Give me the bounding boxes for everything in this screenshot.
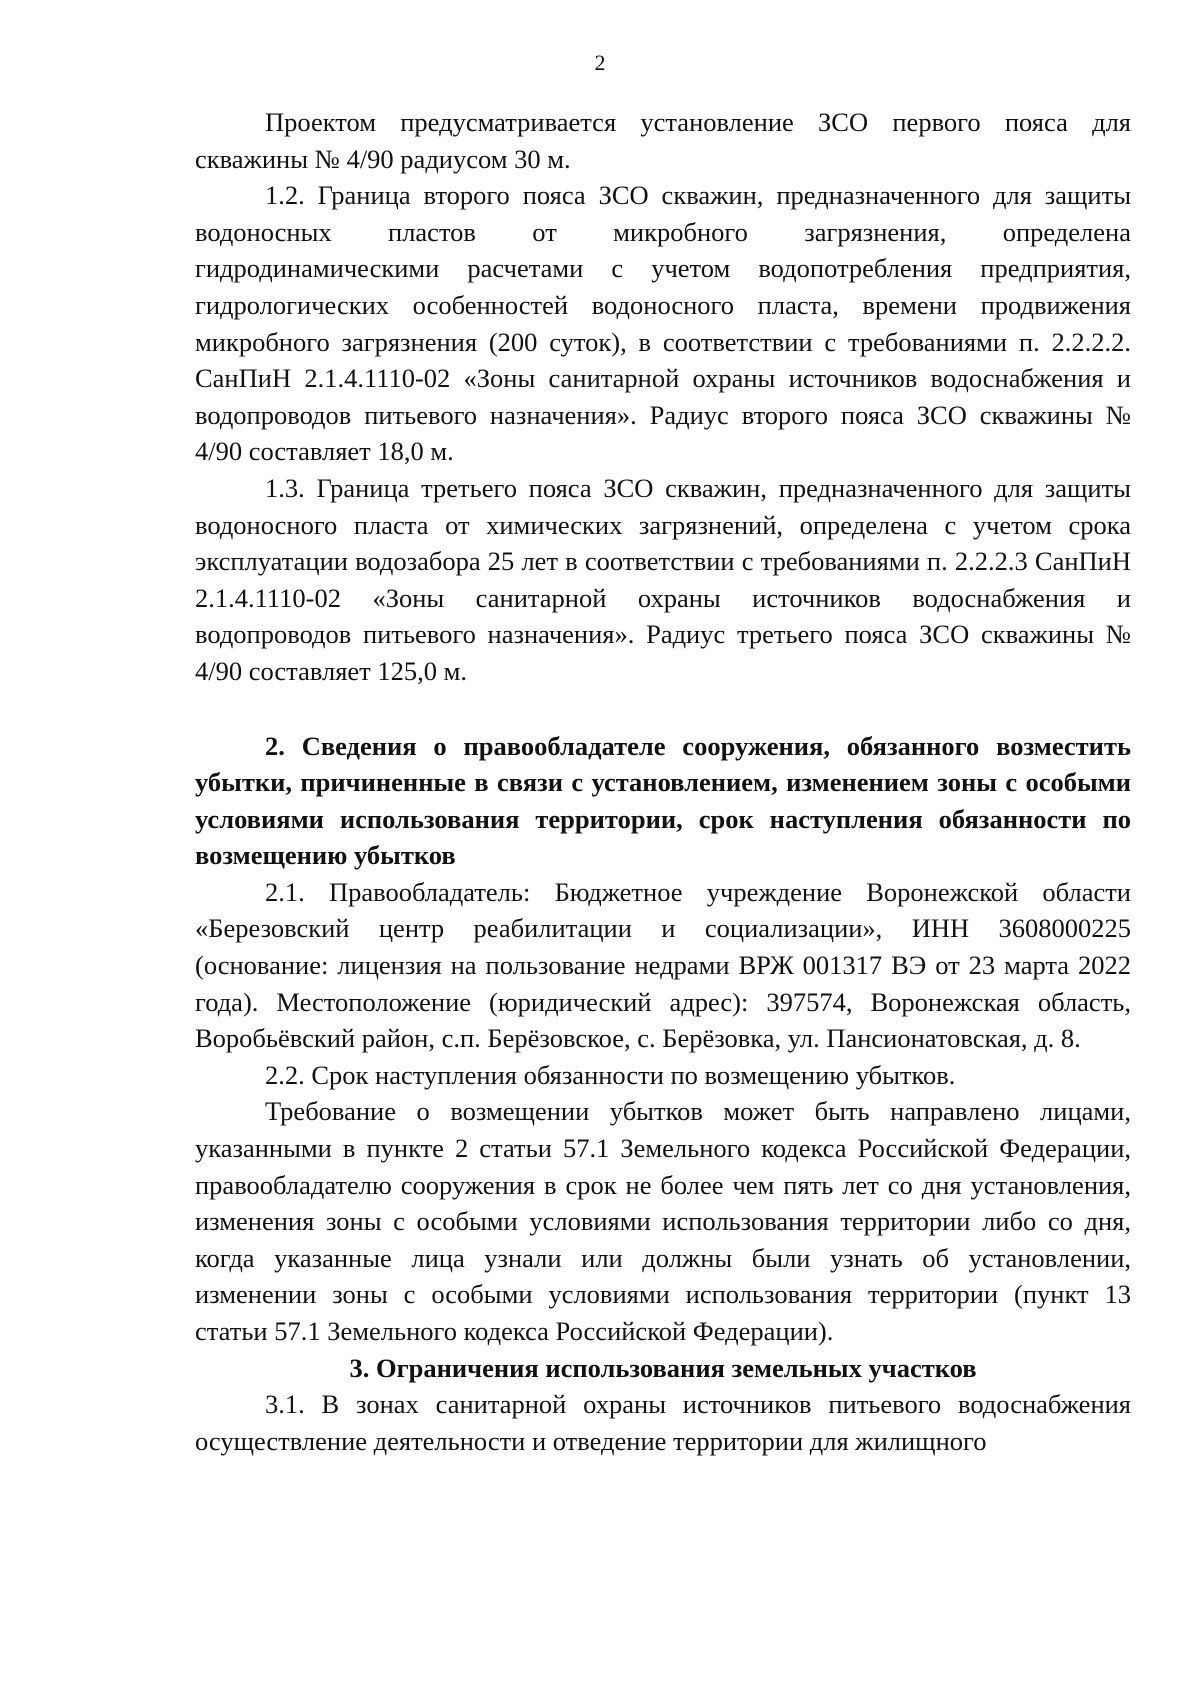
section-heading-2: 2. Сведения о правообладателе сооружения, обязанного возместить убытки, причиненные в связи с установлением, изменением зоны с особыми условиями использования территории, срок наступления обязанности по возмещению убытков [195,730,1131,871]
paragraph-2-2-deadline: 2.2. Срок наступления обязанности по возмещению убытков. [265,1059,956,1090]
paragraph-2-1-rights-holder: 2.1. Правообладатель: Бюджетное учреждение Воронежской области «Березовский центр реабилитации и социализации», ИНН 3608000225 (основание: лицензия на пользование недрами ВРЖ 001317 ВЭ от 23 марта 2022 года). Местоположение (юридический адрес): 397574, Воронежская область, Воробьёвский район, с.п. Берёзовское, с. Берёзовка, ул. Пансионатовская, д. 8. [195,876,1131,1054]
section-heading-3: 3. Ограничения использования земельных участков [349,1352,977,1383]
paragraph-2-2-text: Требование о возмещении убытков может быть направлено лицами, указанными в пункте 2 статьи 57.1 Земельного кодекса Российской Федерации, правообладателю сооружения в срок не более чем пять лет со дня установления, изменения зоны с особыми условиями использования территории либо со дня, когда указанные лица узнали или должны были узнать об установлении, изменении зоны с особыми условиями использования территории (пункт 13 статьи 57.1 Земельного кодекса Российской Федерации). [195,1096,1131,1346]
paragraph-1-2-second-belt: 1.2. Граница второго пояса ЗСО скважин, предназначенного для защиты водоносных пластов от микробного загрязнения, определена гидродинамическими расчетами с учетом водопотребления предприятия, гидрологических особенностей водоносного пласта, времени продвижения микробного загрязнения (200 суток), в соответствии с требованиями п. 2.2.2.2. СанПиН 2.1.4.1110-02 «Зоны санитарной охраны источников водоснабжения и водопроводов питьевого назначения». Радиус второго пояса ЗСО скважины № 4/90 составляет 18,0 м. [195,180,1131,467]
paragraph-1-3-third-belt: 1.3. Граница третьего пояса ЗСО скважин, предназначенного для защиты водоносного пласта от химических загрязнений, определена с учетом срока эксплуатации водозабора 25 лет в соответствии с требованиями п. 2.2.2.3 СанПиН 2.1.4.1110-02 «Зоны санитарной охраны источников водоснабжения и водопроводов питьевого назначения». Радиус третьего пояса ЗСО скважины № 4/90 составляет 125,0 м. [195,472,1131,686]
paragraph-first-belt-radius: Проектом предусматривается установление ЗСО первого пояса для скважины № 4/90 радиусом 30 м. [195,107,1131,174]
document-body [195,104,1131,1459]
page-number: 2 [594,50,606,75]
paragraph-3-1-restrictions: 3.1. В зонах санитарной охраны источников питьевого водоснабжения осуществление деятельности и отведение территории для жилищного [195,1389,1131,1456]
